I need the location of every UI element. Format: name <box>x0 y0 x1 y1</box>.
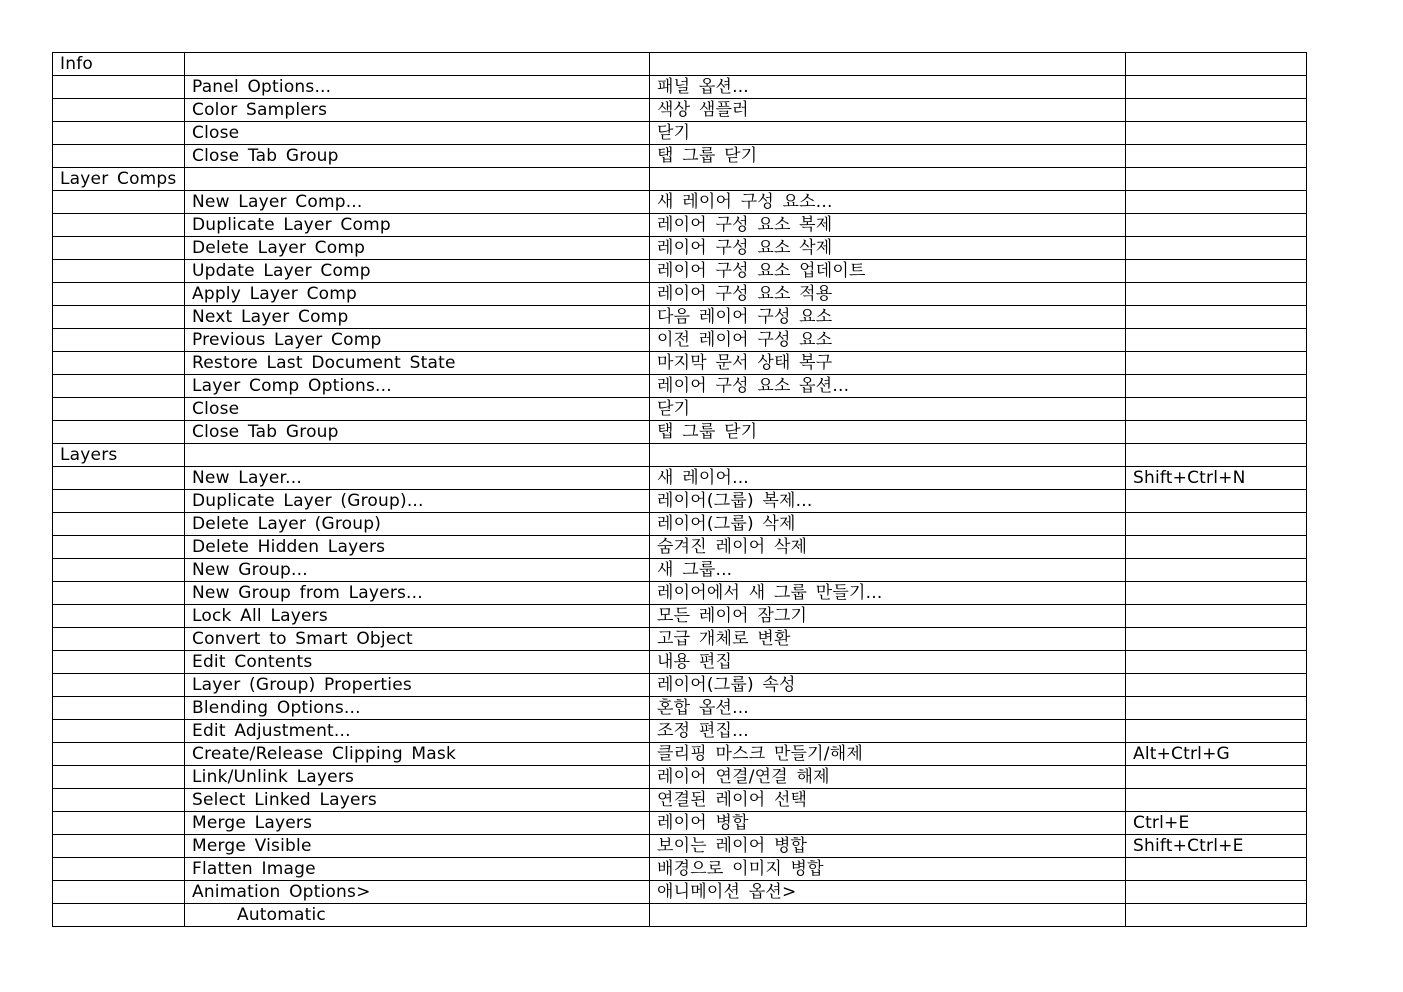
section-cell <box>53 536 185 559</box>
table-row <box>53 651 1307 674</box>
section-cell: Layers <box>53 444 185 467</box>
table-row <box>53 904 1307 927</box>
menu-translation-table <box>52 52 1307 927</box>
command-cell: Animation Options> <box>185 881 650 904</box>
table-row <box>53 605 1307 628</box>
shortcut-cell <box>1126 444 1307 467</box>
section-cell <box>53 237 185 260</box>
table-row <box>53 858 1307 881</box>
shortcut-cell: Shift+Ctrl+E <box>1126 835 1307 858</box>
table-row <box>53 306 1307 329</box>
command-cell <box>185 444 650 467</box>
shortcut-cell <box>1126 352 1307 375</box>
shortcut-cell <box>1126 674 1307 697</box>
section-row <box>53 168 1307 191</box>
command-cell: Next Layer Comp <box>185 306 650 329</box>
section-cell <box>53 283 185 306</box>
shortcut-cell <box>1126 697 1307 720</box>
table-row <box>53 329 1307 352</box>
table-row <box>53 398 1307 421</box>
korean-cell: 닫기 <box>650 122 1126 145</box>
shortcut-cell: Shift+Ctrl+N <box>1126 467 1307 490</box>
command-cell: Delete Hidden Layers <box>185 536 650 559</box>
korean-cell: 새 그룹... <box>650 559 1126 582</box>
section-cell <box>53 904 185 927</box>
korean-cell: 색상 샘플러 <box>650 99 1126 122</box>
command-cell: Automatic <box>185 904 650 927</box>
table-row <box>53 99 1307 122</box>
command-cell: Merge Layers <box>185 812 650 835</box>
korean-cell: 클리핑 마스크 만들기/해제 <box>650 743 1126 766</box>
command-cell: Close <box>185 398 650 421</box>
section-cell <box>53 513 185 536</box>
korean-cell: 내용 편집 <box>650 651 1126 674</box>
korean-cell <box>650 904 1126 927</box>
shortcut-cell <box>1126 559 1307 582</box>
section-cell <box>53 398 185 421</box>
korean-cell: 보이는 레이어 병합 <box>650 835 1126 858</box>
shortcut-cell <box>1126 605 1307 628</box>
section-cell <box>53 674 185 697</box>
table-row <box>53 76 1307 99</box>
command-cell: New Group... <box>185 559 650 582</box>
korean-cell: 조정 편집... <box>650 720 1126 743</box>
korean-cell: 고급 개체로 변환 <box>650 628 1126 651</box>
korean-cell: 숨겨진 레이어 삭제 <box>650 536 1126 559</box>
shortcut-cell <box>1126 513 1307 536</box>
korean-cell <box>650 444 1126 467</box>
table-row <box>53 812 1307 835</box>
section-cell: Info <box>53 53 185 76</box>
shortcut-cell <box>1126 582 1307 605</box>
command-cell: Select Linked Layers <box>185 789 650 812</box>
shortcut-cell <box>1126 53 1307 76</box>
shortcut-cell <box>1126 283 1307 306</box>
command-cell: Close Tab Group <box>185 421 650 444</box>
korean-cell: 레이어(그룹) 속성 <box>650 674 1126 697</box>
section-cell <box>53 789 185 812</box>
shortcut-cell <box>1126 306 1307 329</box>
section-cell <box>53 306 185 329</box>
command-cell: Close Tab Group <box>185 145 650 168</box>
section-cell <box>53 651 185 674</box>
section-cell <box>53 99 185 122</box>
shortcut-cell <box>1126 421 1307 444</box>
table-row <box>53 237 1307 260</box>
command-cell: Apply Layer Comp <box>185 283 650 306</box>
table-row <box>53 352 1307 375</box>
section-cell <box>53 605 185 628</box>
table-row <box>53 835 1307 858</box>
shortcut-cell <box>1126 99 1307 122</box>
command-cell: New Group from Layers... <box>185 582 650 605</box>
table-row <box>53 145 1307 168</box>
korean-cell: 레이어 병합 <box>650 812 1126 835</box>
section-cell <box>53 122 185 145</box>
command-cell: New Layer... <box>185 467 650 490</box>
shortcut-cell: Alt+Ctrl+G <box>1126 743 1307 766</box>
korean-cell: 탭 그룹 닫기 <box>650 145 1126 168</box>
command-cell: Layer Comp Options... <box>185 375 650 398</box>
table-row <box>53 720 1307 743</box>
shortcut-cell <box>1126 122 1307 145</box>
section-cell <box>53 743 185 766</box>
shortcut-cell <box>1126 536 1307 559</box>
korean-cell: 레이어에서 새 그룹 만들기... <box>650 582 1126 605</box>
section-cell <box>53 214 185 237</box>
korean-cell: 배경으로 이미지 병합 <box>650 858 1126 881</box>
command-cell: Panel Options... <box>185 76 650 99</box>
shortcut-cell <box>1126 858 1307 881</box>
shortcut-cell <box>1126 145 1307 168</box>
table-row <box>53 559 1307 582</box>
table-row <box>53 467 1307 490</box>
table-row <box>53 260 1307 283</box>
command-cell: Close <box>185 122 650 145</box>
korean-cell: 레이어 연결/연결 해제 <box>650 766 1126 789</box>
table-row <box>53 743 1307 766</box>
shortcut-cell <box>1126 628 1307 651</box>
section-cell <box>53 858 185 881</box>
command-cell: Edit Contents <box>185 651 650 674</box>
korean-cell: 레이어 구성 요소 적용 <box>650 283 1126 306</box>
table-body <box>53 53 1307 927</box>
shortcut-cell <box>1126 237 1307 260</box>
command-cell: New Layer Comp... <box>185 191 650 214</box>
table-row <box>53 490 1307 513</box>
korean-cell: 애니메이션 옵션> <box>650 881 1126 904</box>
shortcut-cell <box>1126 720 1307 743</box>
section-cell <box>53 582 185 605</box>
section-cell <box>53 421 185 444</box>
command-cell: Edit Adjustment... <box>185 720 650 743</box>
table-row <box>53 375 1307 398</box>
command-cell: Blending Options... <box>185 697 650 720</box>
table-row <box>53 628 1307 651</box>
command-cell: Update Layer Comp <box>185 260 650 283</box>
shortcut-cell <box>1126 904 1307 927</box>
section-row <box>53 444 1307 467</box>
command-cell: Duplicate Layer (Group)... <box>185 490 650 513</box>
table-row <box>53 697 1307 720</box>
shortcut-cell <box>1126 76 1307 99</box>
command-cell: Convert to Smart Object <box>185 628 650 651</box>
korean-cell: 레이어 구성 요소 삭제 <box>650 237 1126 260</box>
command-cell: Restore Last Document State <box>185 352 650 375</box>
command-cell: Delete Layer Comp <box>185 237 650 260</box>
table-row <box>53 122 1307 145</box>
table-row <box>53 789 1307 812</box>
table-row <box>53 766 1307 789</box>
korean-cell <box>650 168 1126 191</box>
korean-cell <box>650 53 1126 76</box>
shortcut-cell <box>1126 191 1307 214</box>
section-cell <box>53 145 185 168</box>
shortcut-cell <box>1126 881 1307 904</box>
korean-cell: 모든 레이어 잠그기 <box>650 605 1126 628</box>
table-row <box>53 513 1307 536</box>
table-row <box>53 191 1307 214</box>
shortcut-cell <box>1126 375 1307 398</box>
korean-cell: 패널 옵션... <box>650 76 1126 99</box>
section-cell <box>53 720 185 743</box>
table-row <box>53 674 1307 697</box>
shortcut-cell <box>1126 490 1307 513</box>
section-cell <box>53 559 185 582</box>
korean-cell: 다음 레이어 구성 요소 <box>650 306 1126 329</box>
section-cell <box>53 260 185 283</box>
command-cell: Merge Visible <box>185 835 650 858</box>
section-cell <box>53 490 185 513</box>
korean-cell: 레이어(그룹) 복제... <box>650 490 1126 513</box>
korean-cell: 혼합 옵션... <box>650 697 1126 720</box>
korean-cell: 레이어 구성 요소 업데이트 <box>650 260 1126 283</box>
shortcut-cell <box>1126 260 1307 283</box>
section-row <box>53 53 1307 76</box>
table-row <box>53 214 1307 237</box>
section-cell <box>53 628 185 651</box>
table-row <box>53 536 1307 559</box>
section-cell <box>53 76 185 99</box>
shortcut-cell <box>1126 398 1307 421</box>
korean-cell: 레이어(그룹) 삭제 <box>650 513 1126 536</box>
section-cell: Layer Comps <box>53 168 185 191</box>
command-cell: Duplicate Layer Comp <box>185 214 650 237</box>
command-cell: Flatten Image <box>185 858 650 881</box>
command-cell: Lock All Layers <box>185 605 650 628</box>
table-row <box>53 582 1307 605</box>
table-row <box>53 881 1307 904</box>
shortcut-cell <box>1126 168 1307 191</box>
korean-cell: 레이어 구성 요소 복제 <box>650 214 1126 237</box>
table-row <box>53 421 1307 444</box>
shortcut-cell <box>1126 214 1307 237</box>
korean-cell: 레이어 구성 요소 옵션... <box>650 375 1126 398</box>
command-cell: Link/Unlink Layers <box>185 766 650 789</box>
shortcut-cell <box>1126 766 1307 789</box>
korean-cell: 이전 레이어 구성 요소 <box>650 329 1126 352</box>
section-cell <box>53 375 185 398</box>
section-cell <box>53 812 185 835</box>
korean-cell: 마지막 문서 상태 복구 <box>650 352 1126 375</box>
shortcut-cell: Ctrl+E <box>1126 812 1307 835</box>
shortcut-cell <box>1126 329 1307 352</box>
command-cell: Previous Layer Comp <box>185 329 650 352</box>
command-cell: Delete Layer (Group) <box>185 513 650 536</box>
command-cell <box>185 168 650 191</box>
table-row <box>53 283 1307 306</box>
section-cell <box>53 835 185 858</box>
korean-cell: 연결된 레이어 선택 <box>650 789 1126 812</box>
section-cell <box>53 191 185 214</box>
shortcut-cell <box>1126 789 1307 812</box>
shortcut-cell <box>1126 651 1307 674</box>
korean-cell: 닫기 <box>650 398 1126 421</box>
section-cell <box>53 766 185 789</box>
section-cell <box>53 467 185 490</box>
korean-cell: 탭 그룹 닫기 <box>650 421 1126 444</box>
command-cell: Layer (Group) Properties <box>185 674 650 697</box>
section-cell <box>53 352 185 375</box>
command-cell <box>185 53 650 76</box>
command-cell: Color Samplers <box>185 99 650 122</box>
korean-cell: 새 레이어... <box>650 467 1126 490</box>
korean-cell: 새 레이어 구성 요소... <box>650 191 1126 214</box>
section-cell <box>53 697 185 720</box>
section-cell <box>53 329 185 352</box>
command-cell: Create/Release Clipping Mask <box>185 743 650 766</box>
section-cell <box>53 881 185 904</box>
